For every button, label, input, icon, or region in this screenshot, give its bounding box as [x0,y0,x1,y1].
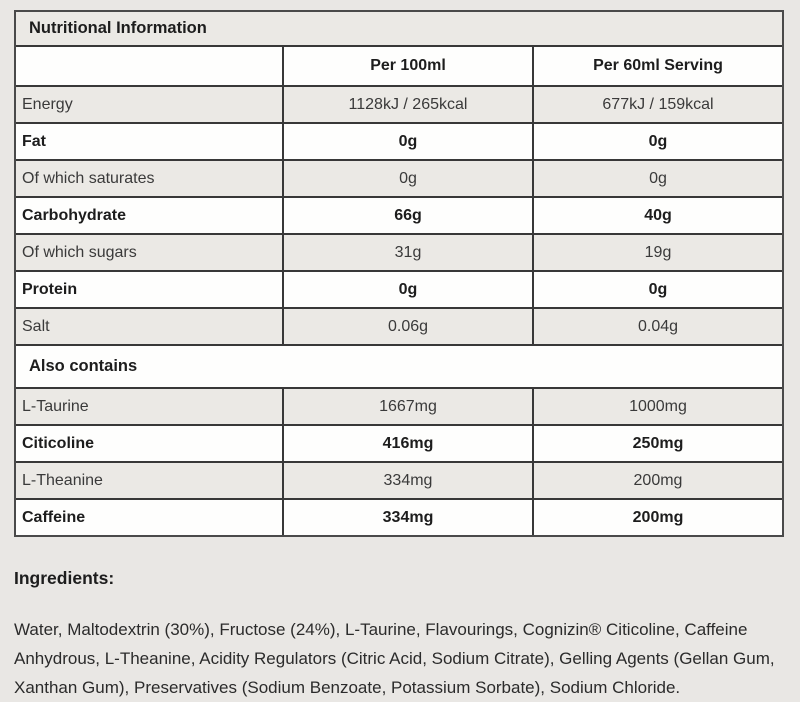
row-energy [16,87,782,124]
per-100ml-value: 416mg [284,426,534,461]
per-60ml-value: 0g [649,169,667,187]
table-header-row [16,47,782,87]
per-100ml-value: 0g [284,272,534,307]
also-contains-label: Also contains [29,357,138,375]
row-citicoline [16,426,782,463]
ingredients-section [14,568,784,702]
nutrient-label: Caffeine [16,500,284,535]
row-fat [16,124,782,161]
row-protein [16,272,782,309]
header-per-100ml: Per 100ml [284,47,534,85]
per-60ml-value: 40g [644,206,672,224]
per-60ml-value: 250mg [632,434,684,452]
header-blank-cell [16,47,284,85]
row-of-which-sugars [16,235,782,272]
per-60ml-value: 0g [648,280,668,298]
nutrient-label: L-Taurine [16,389,284,424]
nutrient-label: Citicoline [16,426,284,461]
nutrient-label: Fat [16,124,284,159]
per-100ml-value: 0.06g [284,309,534,344]
table-title: Nutritional Information [29,19,207,37]
per-60ml-value: 200mg [632,508,684,526]
ingredients-text: Water, Maltodextrin (30%), Fructose (24%), L-Taurine, Flavourings, Cognizin® Citicoline, Caffeine Anhydrous, L-Theanine, Acidity Regulators (Citric Acid, Sodium Citrate), Gelling Agents (Gellan Gum, Xanthan Gum), Preservatives (Sodium Benzoate, Potassium Sorbate), Sodium Chloride. [14,620,775,697]
nutrient-label: Of which saturates [16,161,284,196]
nutrient-label: Salt [16,309,284,344]
per-60ml-value: 0g [648,132,668,150]
nutrient-label: Energy [16,87,284,122]
per-100ml-value: 31g [284,235,534,270]
per-100ml-value: 66g [284,198,534,233]
nutritional-information-table [14,10,784,537]
row-of-which-saturates [16,161,782,198]
per-100ml-value: 0g [284,161,534,196]
also-contains-section-row [16,346,782,389]
header-per-60ml-serving: Per 60ml Serving [593,57,723,74]
per-100ml-value: 0g [284,124,534,159]
per-100ml-value: 334mg [284,500,534,535]
per-100ml-value: 1667mg [284,389,534,424]
nutrient-label: Of which sugars [16,235,284,270]
row-l-taurine [16,389,782,426]
row-carbohydrate [16,198,782,235]
per-60ml-value: 1000mg [629,397,687,415]
per-60ml-value: 200mg [633,471,683,489]
nutrient-label: L-Theanine [16,463,284,498]
row-salt [16,309,782,346]
row-caffeine [16,500,782,535]
nutrient-label: Carbohydrate [16,198,284,233]
per-100ml-value: 334mg [284,463,534,498]
row-l-theanine [16,463,782,500]
table-title-row [16,12,782,47]
ingredients-heading: Ingredients: [14,568,115,588]
nutrient-label: Protein [16,272,284,307]
per-60ml-value: 19g [644,243,672,261]
per-60ml-value: 0.04g [637,317,679,335]
per-60ml-value: 677kJ / 159kcal [602,95,714,113]
per-100ml-value: 1128kJ / 265kcal [284,87,534,122]
